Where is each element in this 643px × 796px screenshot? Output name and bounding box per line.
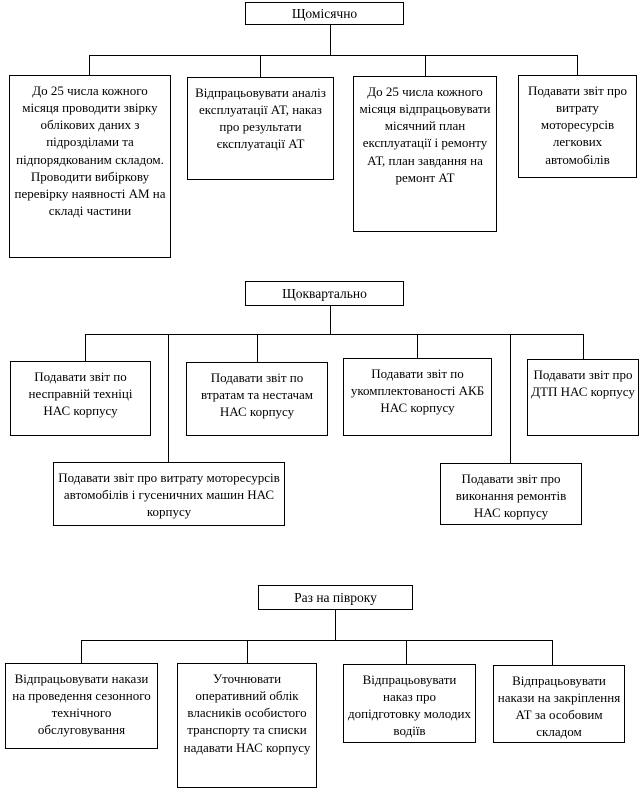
quarterly-task-box-3: Подавати звіт по укомплектованості АКБ НАС корпусу [343,358,492,436]
semiannual-task-box-1: Відпрацьовувати накази на проведення сезонного технічного обслуговування [5,663,158,749]
monthly-task-box-2: Відпрацьовувати аналіз експлуатації АТ, наказ про результати єксплуатації АТ [187,77,334,180]
semiannual-header-box: Раз на півроку [258,585,413,610]
quarterly-task-box-1: Подавати звіт по несправній техніці НАС корпусу [10,361,151,436]
monthly-task-box-1: До 25 числа кожного місяця проводити звірку облікових даних з підрозділами та підпорядкованим складом. Проводити вибіркову перевірку наявності АМ на складі частини [9,75,171,258]
quarterly-task-box-5: Подавати звіт про витрату моторесурсів автомобілів і гусеничних машин НАС корпусу [53,462,285,526]
monthly-header-box: Щомісячно [245,2,404,25]
quarterly-task-box-6: Подавати звіт про виконання ремонтів НАС корпусу [440,463,582,525]
semiannual-task-box-2: Уточнювати оперативний облік власників особистого транспорту та списки надавати НАС корпусу [177,663,317,788]
monthly-task-box-3: До 25 числа кожного місяця відпрацьовувати місячний план експлуатації і ремонту АТ, план завдання на ремонт АТ [353,76,497,232]
quarterly-task-box-4: Подавати звіт про ДТП НАС корпусу [527,359,639,436]
monthly-task-box-4: Подавати звіт про витрату моторесурсів легкових автомобілів [518,75,637,178]
semiannual-task-box-4: Відпрацьовувати накази на закріплення АТ за особовим складом [493,665,625,743]
semiannual-task-box-3: Відпрацьовувати наказ про допідготовку молодих водіїв [343,664,476,743]
quarterly-header-box: Щоквартально [245,281,404,306]
quarterly-task-box-2: Подавати звіт по втратам та нестачам НАС корпусу [186,362,328,436]
